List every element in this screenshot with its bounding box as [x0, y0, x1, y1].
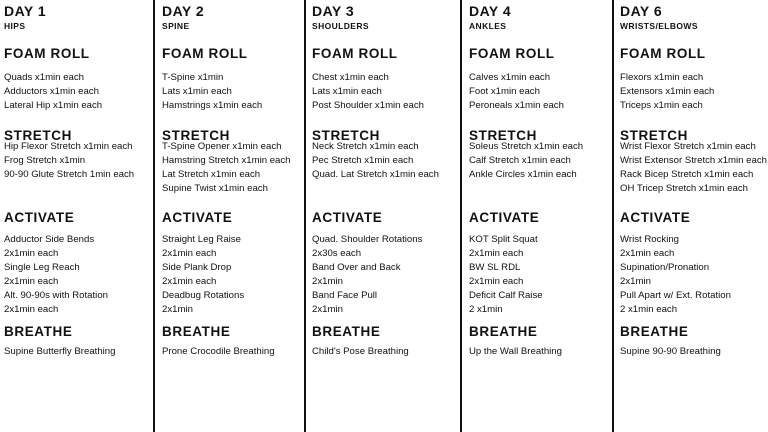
exercise-item: Wrist Rocking — [620, 234, 679, 245]
breathe-list — [312, 345, 409, 359]
foam-roll-heading: FOAM ROLL — [162, 46, 248, 61]
activate-heading: ACTIVATE — [469, 210, 540, 225]
breathe-list — [4, 345, 115, 359]
exercise-item: Neck Stretch x1min each — [312, 141, 419, 152]
day-column-4 — [620, 0, 767, 432]
exercise-item: 2x1min each — [4, 276, 59, 287]
exercise-item: Hip Flexor Stretch x1min each — [4, 141, 133, 152]
exercise-item: Side Plank Drop — [162, 262, 232, 273]
column-divider — [153, 0, 155, 432]
exercise-item: BW SL RDL — [469, 262, 521, 273]
exercise-item: 2x1min — [312, 276, 343, 287]
exercise-item: 2 x1min each — [620, 304, 678, 315]
breathe-heading: BREATHE — [620, 324, 689, 339]
exercise-item: Lat Stretch x1min each — [162, 169, 261, 180]
exercise-item: Lats x1min each — [162, 86, 232, 97]
breathe-list — [469, 345, 562, 359]
stretch-list — [312, 140, 439, 182]
exercise-item: Quad. Lat Stretch x1min each — [312, 169, 439, 180]
stretch-heading: STRETCH — [162, 128, 230, 143]
exercise-item: Deficit Calf Raise — [469, 290, 543, 301]
foam-roll-list — [469, 71, 564, 113]
exercise-item: 2x1min each — [620, 248, 675, 259]
exercise-item: Hamstrings x1min each — [162, 100, 263, 111]
exercise-item: Post Shoulder x1min each — [312, 100, 424, 111]
foam-roll-heading: FOAM ROLL — [312, 46, 398, 61]
foam-roll-heading: FOAM ROLL — [620, 46, 706, 61]
exercise-item: Band Face Pull — [312, 290, 378, 301]
foam-roll-list — [620, 71, 714, 113]
exercise-item: Flexors x1min each — [620, 72, 704, 83]
stretch-heading: STRETCH — [469, 128, 537, 143]
foam-roll-heading: FOAM ROLL — [4, 46, 90, 61]
stretch-list — [4, 140, 134, 182]
day-title: DAY 1 — [4, 3, 47, 19]
breathe-heading: BREATHE — [312, 324, 381, 339]
exercise-item: Frog Stretch x1min — [4, 155, 86, 166]
column-divider — [612, 0, 614, 432]
activate-list — [620, 233, 731, 317]
day-title: DAY 3 — [312, 3, 355, 19]
activate-list — [162, 233, 244, 317]
activate-list — [469, 233, 543, 317]
exercise-item: 2x1min each — [4, 248, 59, 259]
exercise-item: Alt. 90-90s with Rotation — [4, 290, 108, 301]
exercise-item: Peroneals x1min each — [469, 100, 564, 111]
day-focus: WRISTS/ELBOWS — [620, 21, 698, 31]
activate-heading: ACTIVATE — [312, 210, 383, 225]
exercise-item: Wrist Extensor Stretch x1min each — [620, 155, 767, 166]
day-title: DAY 4 — [469, 3, 512, 19]
exercise-item: Band Over and Back — [312, 262, 401, 273]
exercise-item: 2x1min each — [4, 304, 59, 315]
day-column-2 — [312, 0, 459, 432]
exercise-item: Supine Butterfly Breathing — [4, 346, 116, 357]
exercise-item: Rack Bicep Stretch x1min each — [620, 169, 754, 180]
exercise-item: T-Spine x1min — [162, 72, 224, 83]
foam-roll-heading: FOAM ROLL — [469, 46, 555, 61]
column-divider — [304, 0, 306, 432]
exercise-item: Supine Twist x1min each — [162, 183, 268, 194]
exercise-item: Up the Wall Breathing — [469, 346, 562, 357]
day-column-1 — [162, 0, 303, 432]
exercise-item: Foot x1min each — [469, 86, 540, 97]
exercise-item: Pull Apart w/ Ext. Rotation — [620, 290, 731, 301]
exercise-item: Pec Stretch x1min each — [312, 155, 414, 166]
stretch-heading: STRETCH — [620, 128, 688, 143]
exercise-item: Ankle Circles x1min each — [469, 169, 577, 180]
stretch-list — [620, 140, 767, 196]
exercise-item: Lateral Hip x1min each — [4, 100, 103, 111]
activate-heading: ACTIVATE — [620, 210, 691, 225]
foam-roll-list — [312, 71, 424, 113]
column-divider — [460, 0, 462, 432]
exercise-item: OH Tricep Stretch x1min each — [620, 183, 748, 194]
day-focus: SPINE — [162, 21, 190, 31]
exercise-item: Adductors x1min each — [4, 86, 99, 97]
exercise-item: Supination/Pronation — [620, 262, 710, 273]
exercise-item: Quad. Shoulder Rotations — [312, 234, 423, 245]
exercise-item: 2x1min each — [162, 248, 217, 259]
exercise-item: 2x1min each — [162, 276, 217, 287]
breathe-list — [620, 345, 721, 359]
exercise-item: Soleus Stretch x1min each — [469, 141, 584, 152]
breathe-heading: BREATHE — [469, 324, 538, 339]
exercise-item: Quads x1min each — [4, 72, 84, 83]
breathe-list — [162, 345, 275, 359]
exercise-item: Lats x1min each — [312, 86, 382, 97]
exercise-item: 2x1min — [312, 304, 343, 315]
stretch-heading: STRETCH — [312, 128, 380, 143]
exercise-item: Child's Pose Breathing — [312, 346, 409, 357]
foam-roll-list — [162, 71, 262, 113]
day-column-0 — [4, 0, 152, 432]
exercise-item: Prone Crocodile Breathing — [162, 346, 275, 357]
exercise-item: 2x1min — [162, 304, 193, 315]
foam-roll-list — [4, 71, 102, 113]
activate-list — [4, 233, 108, 317]
day-title: DAY 6 — [620, 3, 663, 19]
day-focus: HIPS — [4, 21, 26, 31]
day-focus: ANKLES — [469, 21, 507, 31]
exercise-item: KOT Split Squat — [469, 234, 538, 245]
stretch-list — [469, 140, 583, 182]
breathe-heading: BREATHE — [162, 324, 231, 339]
stretch-heading: STRETCH — [4, 128, 72, 143]
exercise-item: T-Spine Opener x1min each — [162, 141, 282, 152]
exercise-item: Extensors x1min each — [620, 86, 715, 97]
exercise-item: Straight Leg Raise — [162, 234, 241, 245]
activate-heading: ACTIVATE — [4, 210, 75, 225]
exercise-item: 90-90 Glute Stretch 1min each — [4, 169, 135, 180]
exercise-item: 2x1min each — [469, 276, 524, 287]
exercise-item: Single Leg Reach — [4, 262, 80, 273]
exercise-item: Deadbug Rotations — [162, 290, 245, 301]
activate-heading: ACTIVATE — [162, 210, 233, 225]
exercise-item: 2 x1min — [469, 304, 503, 315]
activate-list — [312, 233, 422, 317]
exercise-item: 2x1min — [620, 276, 651, 287]
day-focus: SHOULDERS — [312, 21, 369, 31]
exercise-item: Calf Stretch x1min each — [469, 155, 571, 166]
exercise-item: Hamstring Stretch x1min each — [162, 155, 291, 166]
day-column-3 — [469, 0, 611, 432]
exercise-item: Calves x1min each — [469, 72, 551, 83]
breathe-heading: BREATHE — [4, 324, 73, 339]
exercise-item: 2x30s each — [312, 248, 362, 259]
exercise-item: Supine 90-90 Breathing — [620, 346, 721, 357]
stretch-list — [162, 140, 291, 196]
exercise-item: 2x1min each — [469, 248, 524, 259]
exercise-item: Chest x1min each — [312, 72, 389, 83]
exercise-item: Adductor Side Bends — [4, 234, 95, 245]
exercise-item: Wrist Flexor Stretch x1min each — [620, 141, 756, 152]
exercise-item: Triceps x1min each — [620, 100, 703, 111]
day-title: DAY 2 — [162, 3, 205, 19]
